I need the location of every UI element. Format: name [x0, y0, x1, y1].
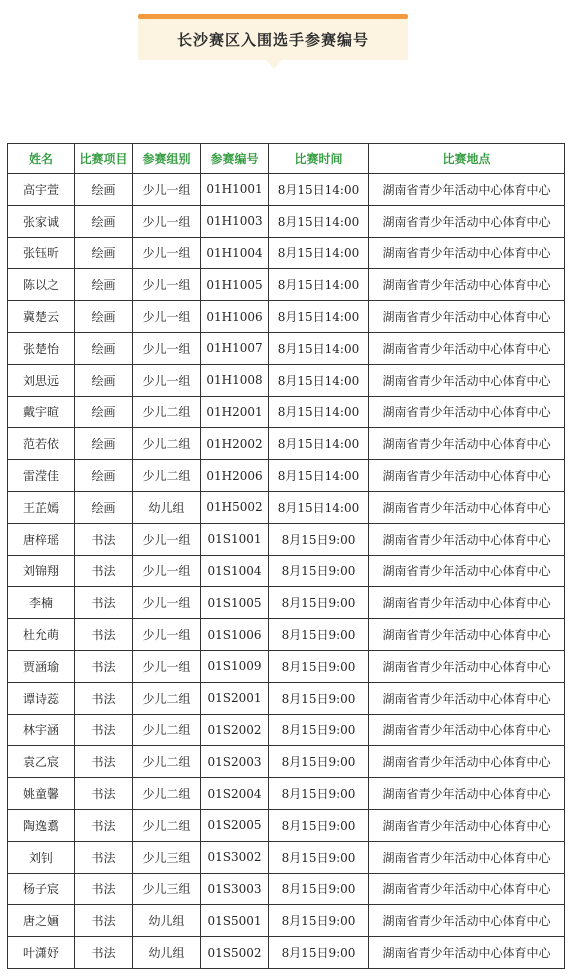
cell-age-group: 少儿二组 [133, 396, 201, 428]
column-header-venue: 比赛地点 [369, 144, 565, 174]
table-row [8, 778, 565, 810]
cell-contestant-name: 唐梓瑶 [8, 523, 75, 555]
cell-entry-number: 01H1006 [201, 301, 269, 333]
cell-venue: 湖南省青少年活动中心体育中心 [369, 873, 565, 905]
cell-contestant-name: 杨子宸 [8, 873, 75, 905]
cell-match-time: 8月15日9:00 [269, 555, 369, 587]
cell-venue: 湖南省青少年活动中心体育中心 [369, 809, 565, 841]
cell-contestant-name: 刘锦翔 [8, 555, 75, 587]
table-row [8, 269, 565, 301]
cell-venue: 湖南省青少年活动中心体育中心 [369, 269, 565, 301]
cell-event: 绘画 [75, 428, 133, 460]
cell-entry-number: 01S5001 [201, 905, 269, 937]
cell-match-time: 8月15日9:00 [269, 650, 369, 682]
cell-event: 书法 [75, 555, 133, 587]
cell-venue: 湖南省青少年活动中心体育中心 [369, 396, 565, 428]
cell-contestant-name: 刘思远 [8, 364, 75, 396]
cell-contestant-name: 冀楚云 [8, 301, 75, 333]
cell-match-time: 8月15日9:00 [269, 587, 369, 619]
cell-match-time: 8月15日9:00 [269, 682, 369, 714]
cell-entry-number: 01H2006 [201, 460, 269, 492]
cell-age-group: 少儿二组 [133, 778, 201, 810]
title-banner [138, 14, 408, 60]
cell-event: 绘画 [75, 491, 133, 523]
table-row [8, 332, 565, 364]
cell-venue: 湖南省青少年活动中心体育中心 [369, 205, 565, 237]
table-row [8, 937, 565, 969]
cell-age-group: 少儿一组 [133, 587, 201, 619]
cell-event: 书法 [75, 809, 133, 841]
cell-entry-number: 01S1004 [201, 555, 269, 587]
cell-age-group: 少儿一组 [133, 269, 201, 301]
cell-match-time: 8月15日14:00 [269, 269, 369, 301]
table-body [8, 174, 565, 969]
cell-venue: 湖南省青少年活动中心体育中心 [369, 714, 565, 746]
table-row [8, 809, 565, 841]
cell-event: 书法 [75, 523, 133, 555]
cell-venue: 湖南省青少年活动中心体育中心 [369, 650, 565, 682]
cell-entry-number: 01S1009 [201, 650, 269, 682]
cell-venue: 湖南省青少年活动中心体育中心 [369, 364, 565, 396]
cell-age-group: 少儿一组 [133, 301, 201, 333]
table-row [8, 301, 565, 333]
cell-event: 绘画 [75, 332, 133, 364]
cell-contestant-name: 陶逸翥 [8, 809, 75, 841]
cell-venue: 湖南省青少年活动中心体育中心 [369, 682, 565, 714]
cell-age-group: 少儿一组 [133, 237, 201, 269]
cell-match-time: 8月15日9:00 [269, 873, 369, 905]
cell-event: 绘画 [75, 396, 133, 428]
cell-age-group: 幼儿组 [133, 491, 201, 523]
table-header-row [8, 144, 565, 174]
cell-age-group: 少儿一组 [133, 523, 201, 555]
cell-age-group: 幼儿组 [133, 937, 201, 969]
cell-entry-number: 01S5002 [201, 937, 269, 969]
cell-match-time: 8月15日9:00 [269, 619, 369, 651]
cell-match-time: 8月15日14:00 [269, 460, 369, 492]
cell-venue: 湖南省青少年活动中心体育中心 [369, 841, 565, 873]
cell-contestant-name: 袁乙宸 [8, 746, 75, 778]
cell-event: 书法 [75, 682, 133, 714]
cell-entry-number: 01S3003 [201, 873, 269, 905]
cell-match-time: 8月15日9:00 [269, 809, 369, 841]
column-header-number: 参赛编号 [201, 144, 269, 174]
cell-event: 书法 [75, 937, 133, 969]
cell-entry-number: 01H1008 [201, 364, 269, 396]
cell-event: 书法 [75, 778, 133, 810]
cell-entry-number: 01H2001 [201, 396, 269, 428]
cell-age-group: 少儿二组 [133, 428, 201, 460]
cell-age-group: 少儿二组 [133, 682, 201, 714]
cell-venue: 湖南省青少年活动中心体育中心 [369, 237, 565, 269]
cell-contestant-name: 杜允萌 [8, 619, 75, 651]
page-title: 长沙赛区入围选手参赛编号 [176, 31, 369, 49]
cell-age-group: 少儿一组 [133, 619, 201, 651]
cell-match-time: 8月15日14:00 [269, 237, 369, 269]
cell-contestant-name: 张钰昕 [8, 237, 75, 269]
cell-contestant-name: 张楚怡 [8, 332, 75, 364]
cell-match-time: 8月15日14:00 [269, 332, 369, 364]
cell-age-group: 少儿一组 [133, 650, 201, 682]
cell-entry-number: 01S2002 [201, 714, 269, 746]
cell-event: 书法 [75, 873, 133, 905]
cell-contestant-name: 戴宇暄 [8, 396, 75, 428]
cell-venue: 湖南省青少年活动中心体育中心 [369, 905, 565, 937]
cell-age-group: 少儿一组 [133, 174, 201, 206]
cell-event: 绘画 [75, 269, 133, 301]
cell-match-time: 8月15日14:00 [269, 364, 369, 396]
cell-entry-number: 01H1007 [201, 332, 269, 364]
cell-venue: 湖南省青少年活动中心体育中心 [369, 746, 565, 778]
cell-entry-number: 01H5002 [201, 491, 269, 523]
cell-age-group: 少儿三组 [133, 873, 201, 905]
cell-match-time: 8月15日9:00 [269, 905, 369, 937]
cell-match-time: 8月15日14:00 [269, 491, 369, 523]
column-header-group: 参赛组别 [133, 144, 201, 174]
cell-contestant-name: 贾涵瑜 [8, 650, 75, 682]
cell-match-time: 8月15日14:00 [269, 174, 369, 206]
cell-match-time: 8月15日14:00 [269, 396, 369, 428]
cell-venue: 湖南省青少年活动中心体育中心 [369, 619, 565, 651]
cell-venue: 湖南省青少年活动中心体育中心 [369, 491, 565, 523]
cell-match-time: 8月15日14:00 [269, 301, 369, 333]
cell-event: 书法 [75, 650, 133, 682]
cell-match-time: 8月15日9:00 [269, 841, 369, 873]
cell-contestant-name: 唐之婳 [8, 905, 75, 937]
cell-entry-number: 01S1001 [201, 523, 269, 555]
cell-contestant-name: 陈以之 [8, 269, 75, 301]
cell-age-group: 少儿二组 [133, 714, 201, 746]
cell-event: 绘画 [75, 364, 133, 396]
table-row [8, 841, 565, 873]
cell-entry-number: 01S3002 [201, 841, 269, 873]
cell-contestant-name: 刘钊 [8, 841, 75, 873]
cell-contestant-name: 范若依 [8, 428, 75, 460]
cell-event: 书法 [75, 587, 133, 619]
cell-age-group: 少儿二组 [133, 746, 201, 778]
cell-age-group: 少儿三组 [133, 841, 201, 873]
cell-match-time: 8月15日9:00 [269, 746, 369, 778]
table-row [8, 905, 565, 937]
cell-entry-number: 01H1005 [201, 269, 269, 301]
column-header-event: 比赛项目 [75, 144, 133, 174]
cell-match-time: 8月15日9:00 [269, 714, 369, 746]
cell-age-group: 少儿一组 [133, 364, 201, 396]
cell-entry-number: 01H2002 [201, 428, 269, 460]
table-row [8, 460, 565, 492]
cell-entry-number: 01S1006 [201, 619, 269, 651]
table-row [8, 523, 565, 555]
cell-contestant-name: 张家诚 [8, 205, 75, 237]
cell-age-group: 幼儿组 [133, 905, 201, 937]
cell-match-time: 8月15日9:00 [269, 778, 369, 810]
cell-entry-number: 01S2004 [201, 778, 269, 810]
table-row [8, 587, 565, 619]
cell-event: 书法 [75, 714, 133, 746]
cell-entry-number: 01S2001 [201, 682, 269, 714]
cell-entry-number: 01H1004 [201, 237, 269, 269]
cell-event: 书法 [75, 841, 133, 873]
table-row [8, 428, 565, 460]
table-row [8, 746, 565, 778]
table-row [8, 205, 565, 237]
cell-venue: 湖南省青少年活动中心体育中心 [369, 301, 565, 333]
table-row [8, 555, 565, 587]
banner-pointer [266, 60, 282, 69]
cell-contestant-name: 叶潇妤 [8, 937, 75, 969]
table-row [8, 873, 565, 905]
cell-venue: 湖南省青少年活动中心体育中心 [369, 460, 565, 492]
cell-age-group: 少儿一组 [133, 332, 201, 364]
cell-age-group: 少儿一组 [133, 205, 201, 237]
cell-entry-number: 01S1005 [201, 587, 269, 619]
cell-age-group: 少儿一组 [133, 555, 201, 587]
contestant-table [7, 143, 565, 969]
cell-match-time: 8月15日9:00 [269, 523, 369, 555]
cell-contestant-name: 高宇萱 [8, 174, 75, 206]
cell-venue: 湖南省青少年活动中心体育中心 [369, 937, 565, 969]
cell-entry-number: 01S2005 [201, 809, 269, 841]
cell-event: 书法 [75, 905, 133, 937]
cell-contestant-name: 雷滢佳 [8, 460, 75, 492]
cell-match-time: 8月15日14:00 [269, 205, 369, 237]
cell-event: 绘画 [75, 460, 133, 492]
cell-match-time: 8月15日9:00 [269, 937, 369, 969]
cell-venue: 湖南省青少年活动中心体育中心 [369, 555, 565, 587]
cell-venue: 湖南省青少年活动中心体育中心 [369, 778, 565, 810]
cell-event: 绘画 [75, 237, 133, 269]
column-header-time: 比赛时间 [269, 144, 369, 174]
cell-match-time: 8月15日14:00 [269, 428, 369, 460]
cell-contestant-name: 王芷嫣 [8, 491, 75, 523]
cell-event: 书法 [75, 619, 133, 651]
cell-event: 书法 [75, 746, 133, 778]
table-row [8, 682, 565, 714]
cell-contestant-name: 李楠 [8, 587, 75, 619]
table-row [8, 174, 565, 206]
table-row [8, 650, 565, 682]
cell-venue: 湖南省青少年活动中心体育中心 [369, 428, 565, 460]
cell-event: 绘画 [75, 205, 133, 237]
cell-age-group: 少儿二组 [133, 809, 201, 841]
cell-venue: 湖南省青少年活动中心体育中心 [369, 587, 565, 619]
table-row [8, 714, 565, 746]
table-row [8, 491, 565, 523]
table-row [8, 364, 565, 396]
cell-age-group: 少儿二组 [133, 460, 201, 492]
cell-contestant-name: 姚童馨 [8, 778, 75, 810]
cell-contestant-name: 谭诗蕊 [8, 682, 75, 714]
cell-entry-number: 01S2003 [201, 746, 269, 778]
cell-venue: 湖南省青少年活动中心体育中心 [369, 332, 565, 364]
table-row [8, 619, 565, 651]
cell-entry-number: 01H1001 [201, 174, 269, 206]
cell-venue: 湖南省青少年活动中心体育中心 [369, 174, 565, 206]
table-row [8, 396, 565, 428]
cell-contestant-name: 林宇涵 [8, 714, 75, 746]
cell-event: 绘画 [75, 301, 133, 333]
cell-entry-number: 01H1003 [201, 205, 269, 237]
cell-event: 绘画 [75, 174, 133, 206]
column-header-name: 姓名 [8, 144, 75, 174]
cell-venue: 湖南省青少年活动中心体育中心 [369, 523, 565, 555]
table-row [8, 237, 565, 269]
